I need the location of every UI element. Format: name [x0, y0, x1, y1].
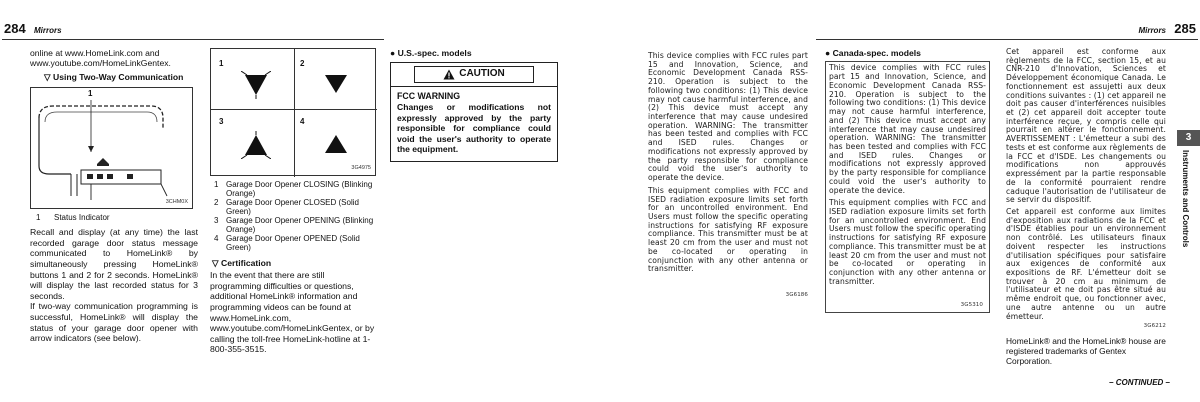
- canada-rf-paragraph: This equipment complies with FCC and ISED radiation exposure limits set forth for an uncontrolled environment. End Users must follow the specific operating instructions for satisfying RF exposure compliance. This transmitter must be at least 20 cm from the user and must not be co-located or operating in conjunction with any other antenna or transmitter.: [829, 198, 986, 286]
- mirror-figure: [30, 87, 193, 209]
- right-col-2: [825, 48, 990, 313]
- left-col-2: [210, 48, 378, 355]
- list-item: [210, 199, 378, 217]
- paragraph-recall: Recall and display (at any time) the last recorded garage door status message communicated to HomeLink® by simultaneously pressing HomeLink® buttons 1 and 2 for 2 seconds. HomeLink® will display the last recorded status for 3 seconds.: [30, 227, 198, 301]
- right-col-3: [1006, 48, 1166, 366]
- right-page: [600, 0, 1200, 402]
- list-item-number: 2: [214, 197, 219, 207]
- page-number: 284: [4, 21, 26, 36]
- fcc-warning-text: Changes or modifications not expressly approved by the party responsible for compliance could void the user's authority to operate the equipment.: [397, 102, 551, 155]
- figure-code: 3CHM0X: [165, 198, 188, 205]
- opened-arrow-icon: [323, 133, 349, 155]
- closing-arrow-icon: [241, 71, 271, 99]
- quadrant-4-label: 4: [300, 117, 305, 126]
- canada-compliance-box: [825, 61, 990, 313]
- figure-code: 3G4975: [351, 165, 371, 172]
- canada-spec-heading: ● Canada-spec. models: [825, 48, 921, 58]
- trademark-notice: HomeLink® and the HomeLink® house are registered trademarks of Gentex Corporation.: [1006, 335, 1166, 367]
- opening-arrow-icon: [241, 131, 271, 159]
- section-title: Mirrors: [1138, 26, 1166, 35]
- quadrant-1-label: 1: [219, 59, 224, 68]
- mirror-illustration: [31, 88, 192, 208]
- legend-text: Status Indicator: [54, 213, 110, 223]
- list-item-number: 3: [214, 215, 219, 225]
- list-item-text: Garage Door Opener CLOSING (Blinking Orange): [226, 180, 373, 198]
- left-page-header: [2, 18, 384, 40]
- subheading-two-way: ▽ Using Two-Way Communication: [44, 71, 184, 82]
- scan-code: 3G6186: [785, 291, 808, 298]
- closed-arrow-icon: [323, 73, 349, 95]
- page-number: 285: [1174, 21, 1196, 36]
- list-item-number: 4: [214, 233, 219, 243]
- list-item: [210, 181, 378, 199]
- caution-label: [414, 66, 534, 82]
- right-page-header: [816, 18, 1198, 40]
- chapter-tab: 3: [1177, 130, 1200, 146]
- list-item-text: Garage Door Opener OPENED (Solid Green): [226, 233, 360, 252]
- list-item-text: Garage Door Opener CLOSED (Solid Green): [226, 197, 359, 216]
- left-col-3: [390, 48, 558, 162]
- us-spec-heading: ● U.S.-spec. models: [390, 48, 472, 58]
- list-item-text: Garage Door Opener OPENING (Blinking Orange): [226, 215, 374, 234]
- french-compliance-block: [1006, 48, 1166, 330]
- fcc-warning-heading: FCC WARNING: [397, 90, 461, 101]
- status-arrow-figure: [210, 48, 376, 176]
- fcc-compliance-paragraph: This device complies with FCC rules part 15 and Innovation, Science, and Economic Development Canada RSS-210. Operation is subject to the following two conditions: (1) This device may not cause harmful interference, and (2) This device must accept any interference that may cause undesired operation. WARNING: The transmitter has been tested and complies with FCC and ISED rules. Changes or modifications not expressly approved by the party responsible for compliance could void the user's authority to operate the device.: [648, 51, 808, 183]
- quadrant-3-label: 3: [219, 117, 224, 126]
- warning-triangle-icon: [443, 69, 455, 80]
- figure-callout-1: 1: [88, 89, 93, 99]
- chapter-side-label-text: Instruments and Controls: [1180, 150, 1190, 248]
- subheading-certification: ▽ Certification: [212, 257, 272, 268]
- status-legend-list: [210, 181, 378, 253]
- scan-code: 3G5310: [960, 302, 983, 309]
- chapter-side-label: [1174, 150, 1200, 270]
- canada-fcc-paragraph: This device complies with FCC rules part 15 and Innovation, Science, and Economic Development Canada RSS-210. Operation is subject to the following two conditions: (1) This device may not cause harmful interference, and (2) This device must accept any interference that may cause undesired operation. WARNING: The transmitter has been tested and complies with FCC and ISED rules. Changes or modifications not expressly approved by the party responsible for compliance could void the user's authority to operate the device.: [829, 63, 986, 195]
- scan-code: 3G6212: [1143, 323, 1166, 330]
- french-rf-paragraph: Cet appareil est conforme aux limites d'exposition aux radiations de la FCC et d'ISDE établies pour un environnement non contrôlé. Les utilisateurs finaux doivent respecter les instructions d'utilisation spécifiques pour satisfaire aux exigences de conformité aux expositions de RF. L'émetteur doit se trouver à 20 cm au minimum de l'utilisateur et ne doit pas être situé au même endroit que, ou fonctionner avec, une autre antenne ou un autre émetteur.: [1006, 206, 1166, 321]
- left-col-1: [30, 48, 198, 344]
- paragraph-certification: In the event that there are still programming difficulties or questions, additional HomeLink® information and programming videos can be found at www.HomeLink.com, www.youtube.com/HomeLinkGentex, or by calling the toll-free HomeLink-hotline at 1-800-355-3515.: [210, 270, 375, 355]
- list-item: [210, 235, 378, 253]
- list-item: [210, 217, 378, 235]
- figure-legend: [30, 213, 198, 223]
- quadrant-2-label: 2: [300, 59, 305, 68]
- rf-exposure-paragraph: This equipment complies with FCC and ISED radiation exposure limits set forth for an uncontrolled environment. End Users must follow the specific operating instructions for satisfying RF exposure compliance. This transmitter must be at least 20 cm from the user and must not be co-located or operating in conjunction with any other antenna or transmitter.: [648, 185, 808, 274]
- intro-text: online at www.HomeLink.com and www.youtube.com/HomeLinkGentex.: [30, 48, 171, 69]
- list-item-number: 1: [214, 180, 219, 189]
- right-col-1: [648, 52, 808, 298]
- legend-number: 1: [36, 213, 41, 223]
- french-fcc-paragraph: Cet appareil est conforme aux règlements de la FCC, section 15, et au CNR-210 d'Innovation, Sciences et Développement économique Canada. Le fonctionnement est assujetti aux deux conditions suivantes : (1) cet appareil ne doit pas causer d'interférences nuisibles et (2) cet appareil doit accepter toute interférence reçue, y compris celle qui pourrait en altérer le fonctionnement. AVERTISSEMENT : L'émetteur a subi des tests et est conforme aux règlements de la FCC et d'ISDE. Les changements ou modifications non approuvés expressément par la partie responsable de la conformité pourraient rendre caduque l'autorisation de l'utilisateur de se servir du dispositif.: [1006, 47, 1166, 205]
- caution-box: [390, 62, 558, 161]
- section-title: Mirrors: [34, 26, 62, 35]
- continued-label: – CONTINUED –: [1109, 378, 1170, 387]
- paragraph-two-way-success: If two-way communication programming is successful, HomeLink® will display the status of your garage door opener with arrow indicators (see below).: [30, 301, 198, 344]
- caution-text: CAUTION: [459, 68, 505, 80]
